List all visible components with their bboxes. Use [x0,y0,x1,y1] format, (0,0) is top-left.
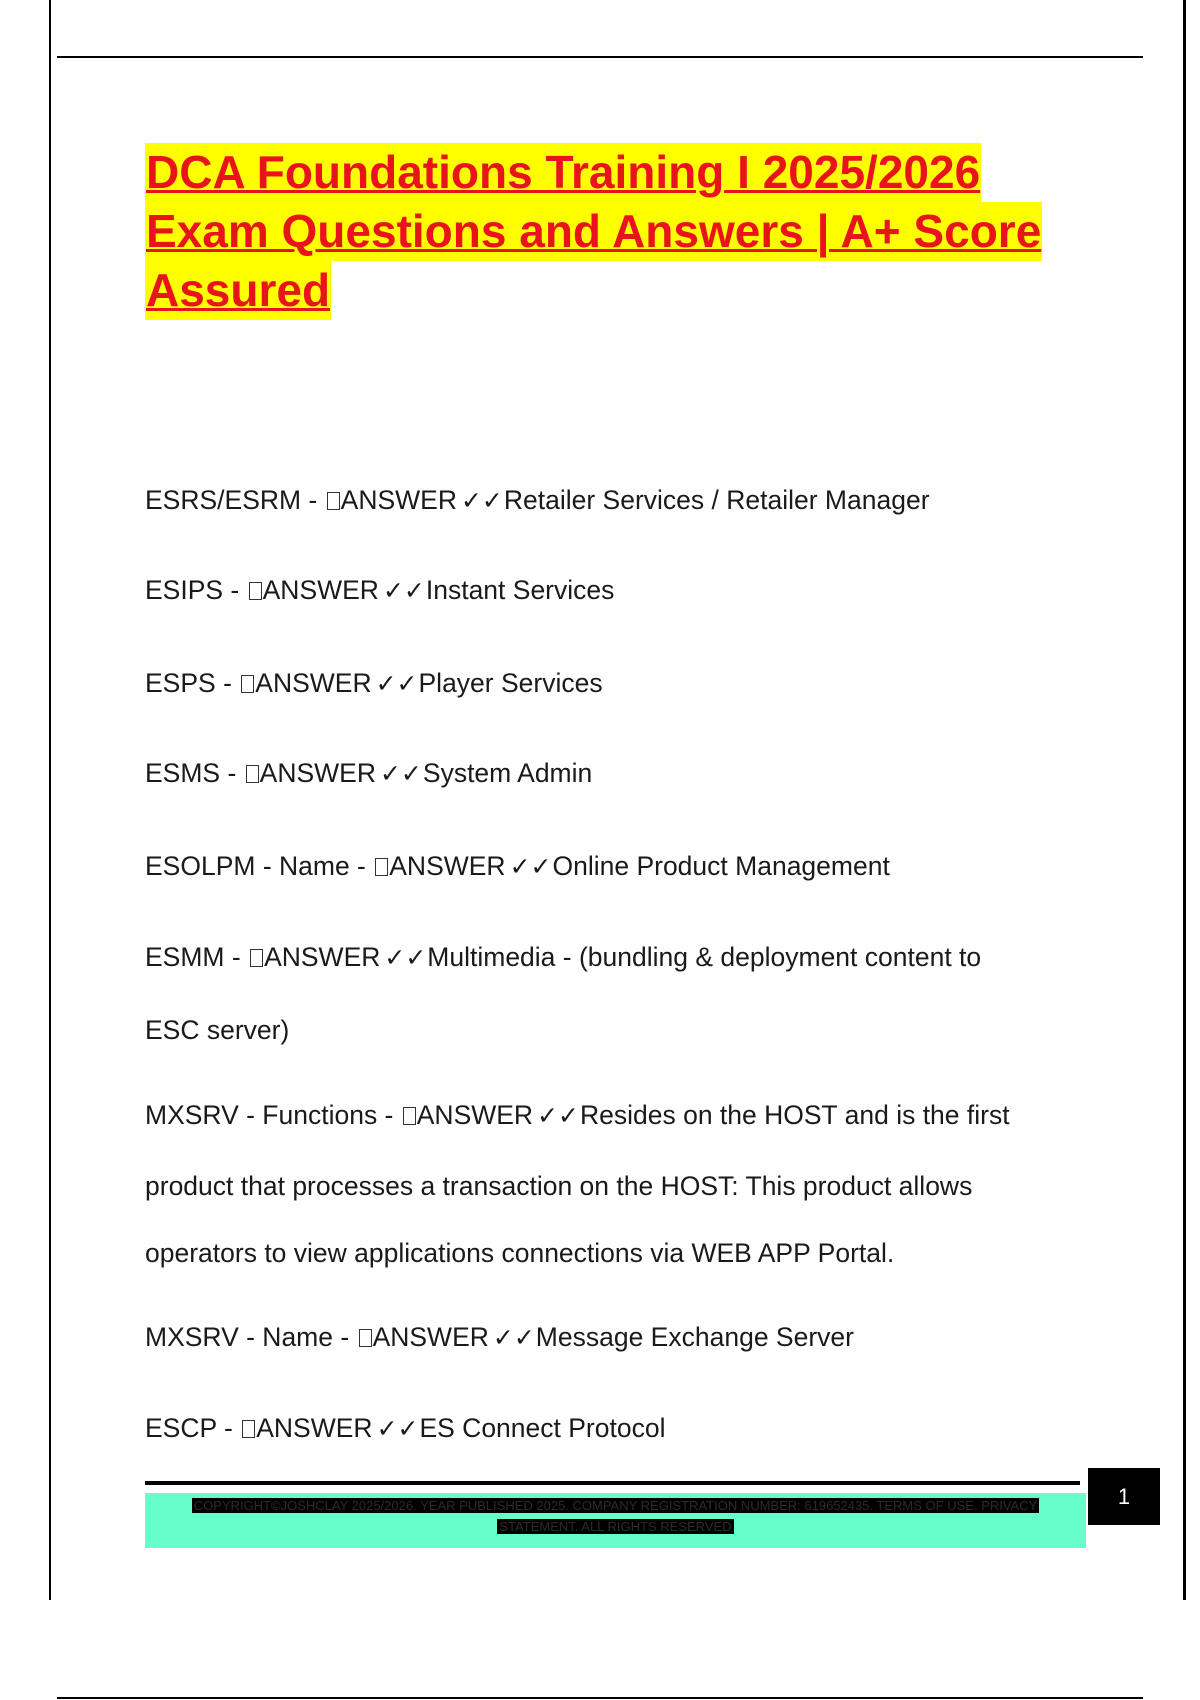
double-check-icon: ✓✓ [379,759,422,788]
qa-answer-continuation: operators to view applications connections via WEB APP Portal. [145,1238,895,1268]
missing-glyph-icon [375,858,388,876]
qa-item [145,1322,854,1353]
title-line-3: Assured [145,261,331,320]
double-check-icon: ✓✓ [460,486,503,515]
missing-glyph-icon [250,949,263,967]
qa-answer: Message Exchange Server [535,1322,854,1352]
qa-item [145,1413,665,1444]
qa-answer: System Admin [422,758,593,788]
double-check-icon: ✓✓ [376,1414,419,1443]
answer-label: ANSWER [256,1413,373,1443]
qa-answer: Retailer Services / Retailer Manager [503,485,930,515]
qa-item [145,758,592,789]
answer-label: ANSWER [255,668,372,698]
qa-answer: Online Product Management [552,851,890,881]
page-border-right [1183,0,1186,1600]
missing-glyph-icon [327,492,340,510]
qa-term: ESOLPM - Name - [145,851,374,881]
qa-answer-continuation: product that processes a transaction on the HOST: This product allows [145,1171,973,1201]
qa-term: ESRS/ESRM - [145,485,325,515]
answer-label: ANSWER [389,851,506,881]
title-line-1: DCA Foundations Training I 2025/2026 [145,143,981,202]
missing-glyph-icon [242,1420,255,1438]
answer-label: ANSWER [372,1322,489,1352]
qa-term: ESIPS - [145,575,247,605]
copyright-footer [145,1493,1086,1548]
qa-answer: Resides on the HOST and is the first [579,1100,1010,1130]
qa-term: ESPS - [145,668,240,698]
qa-term: ESMS - [145,758,244,788]
double-check-icon: ✓✓ [509,852,552,881]
next-page-rule [57,1697,1143,1699]
qa-answer: Multimedia - (bundling & deployment content to [427,942,982,972]
qa-item [145,942,981,973]
header-rule [57,56,1143,58]
double-check-icon: ✓✓ [537,1101,579,1130]
qa-term: MXSRV - Functions - [145,1100,401,1130]
page-number: 1 [1088,1468,1160,1525]
qa-item [145,668,603,699]
double-check-icon: ✓✓ [375,669,418,698]
title-line-2: Exam Questions and Answers | A+ Score [145,202,1042,261]
copyright-line-1: COPYRIGHT©JOSHCLAY 2025/2026. YEAR PUBLISHED 2025. COMPANY REGISTRATION NUMBER: 619652435. TERMS OF USE. PRIVACY [193,1498,1038,1513]
qa-term: ESCP - [145,1413,241,1443]
missing-glyph-icon [246,765,259,783]
answer-label: ANSWER [264,942,381,972]
qa-item [145,1100,1010,1131]
missing-glyph-icon [241,675,254,693]
qa-answer-continuation: ESC server) [145,1015,290,1045]
double-check-icon: ✓✓ [492,1323,535,1352]
qa-answer: Instant Services [425,575,615,605]
answer-label: ANSWER [259,758,376,788]
double-check-icon: ✓✓ [384,943,427,972]
answer-label: ANSWER [262,575,379,605]
qa-answer: Player Services [418,668,603,698]
qa-item [145,575,614,606]
answer-label: ANSWER [416,1100,534,1130]
qa-term: MXSRV - Name - [145,1322,357,1352]
qa-term: ESMM - [145,942,249,972]
missing-glyph-icon [403,1107,416,1125]
double-check-icon: ✓✓ [382,576,425,605]
missing-glyph-icon [359,1329,372,1347]
page-border-left [49,0,51,1600]
answer-label: ANSWER [340,485,457,515]
copyright-line-2: STATEMENT. ALL RIGHTS RESERVED [499,1519,732,1534]
qa-item [145,851,890,882]
qa-item [145,485,930,516]
missing-glyph-icon [249,582,262,600]
qa-answer: ES Connect Protocol [419,1413,666,1443]
document-title [145,143,1105,320]
footer-rule [145,1481,1080,1485]
